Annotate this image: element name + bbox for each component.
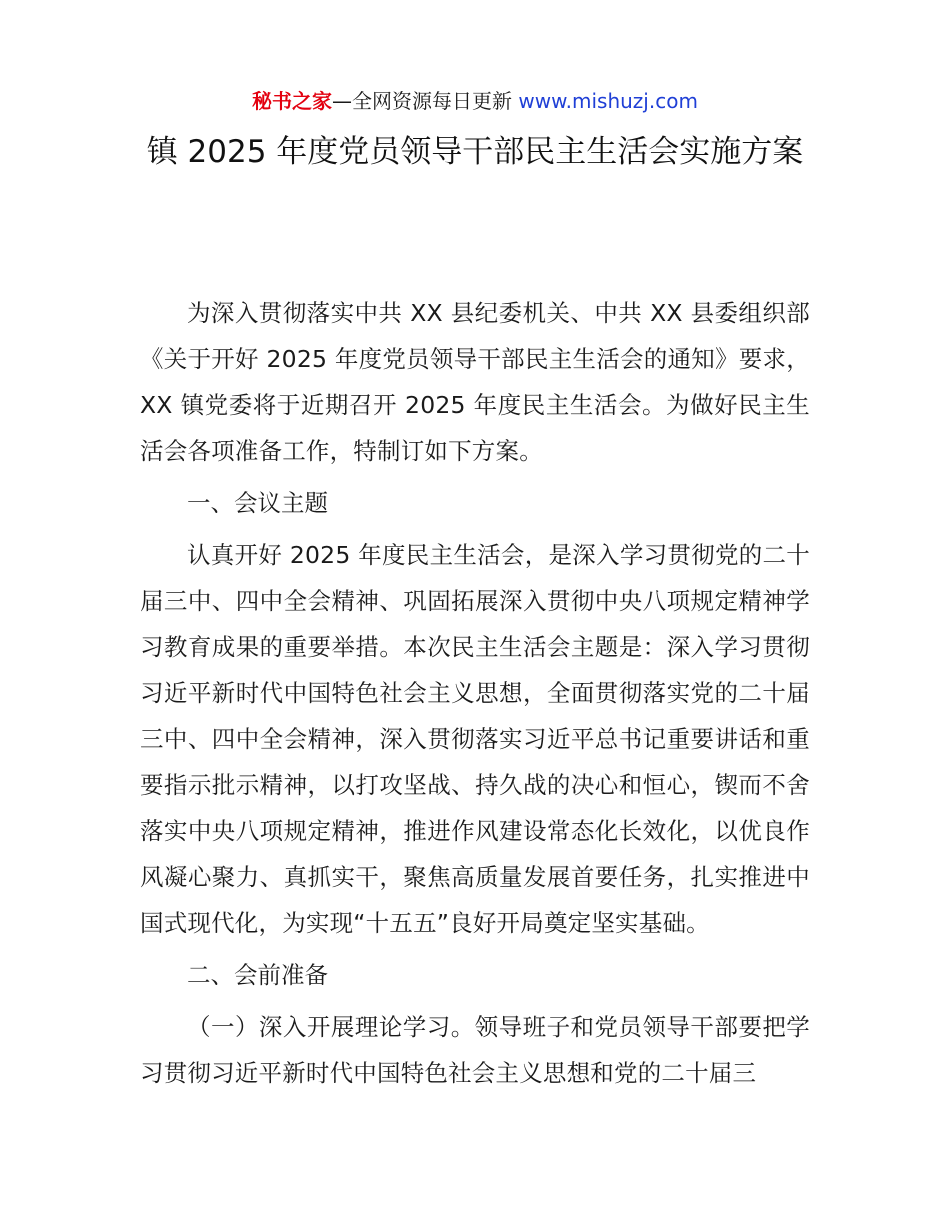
section-heading-1: 一、会议主题 — [187, 489, 328, 517]
section-heading-2: 二、会前准备 — [187, 961, 328, 989]
document-title: 镇 2025 年度党员领导干部民主生活会实施方案 — [146, 134, 804, 170]
section-1-paragraph: 认真开好 2025 年度民主生活会，是深入学习贯彻党的二十届三中、四中全会精神、巩固拓展深入贯彻中央八项规定精神学习教育成果的重要举措。本次民主生活会主题是：深入学习贯彻习近平新时代中国特色社会主义思想，全面贯彻落实党的二十届三中、四中全会精神，深入贯彻落实习近平总书记重要讲话和重要指示批示精神，以打攻坚战、持久战的决心和恒心，锲而不舍落实中央八项规定精神，推进作风建设常态化长效化，以优良作风凝心聚力、真抓实干，聚焦高质量发展首要任务，扎实推进中国式现代化，为实现“十五五”良好开局奠定坚实基础。 — [140, 541, 810, 937]
document-body — [140, 290, 810, 1096]
intro-paragraph: 为深入贯彻落实中共 XX 县纪委机关、中共 XX 县委组织部《关于开好 2025 年度党员领导干部民主生活会的通知》要求，XX 镇党委将于近期召开 2025 年度民主生活会。为做好民主生活会各项准备工作，特制订如下方案。 — [140, 299, 810, 465]
site-header — [0, 86, 950, 116]
header-tagline: —全网资源每日更新 — [332, 89, 519, 113]
site-link[interactable]: www.mishuzj.com — [518, 89, 698, 113]
brand-name: 秘书之家 — [252, 89, 333, 113]
section-2-item-1: （一）深入开展理论学习。领导班子和党员领导干部要把学习贯彻习近平新时代中国特色社会主义思想和党的二十届三 — [140, 1013, 810, 1087]
